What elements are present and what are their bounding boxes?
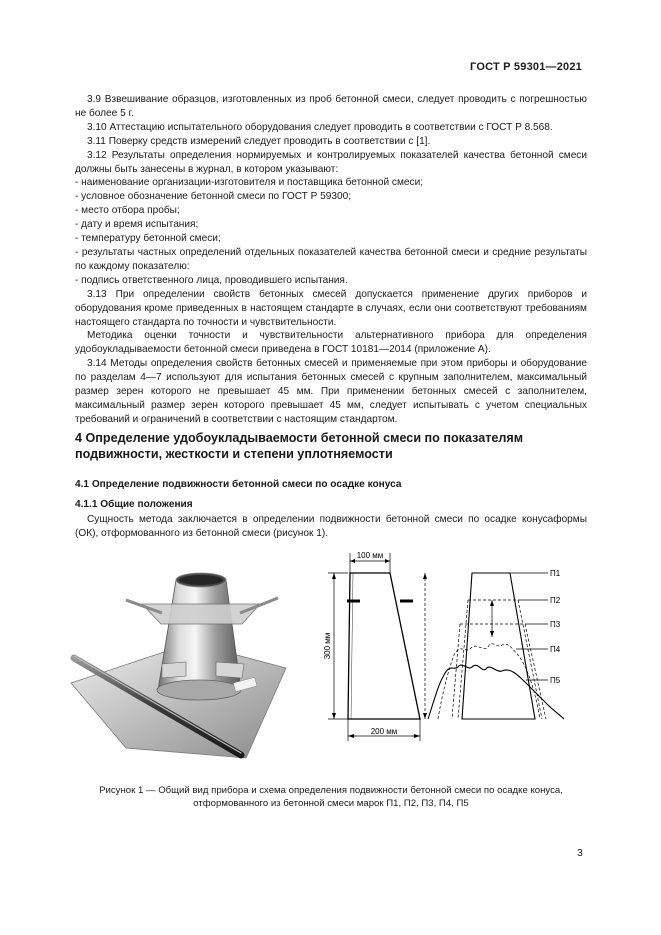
mark-label: П3 [550,620,561,629]
cone-outline [348,573,420,719]
paragraph-3-10: 3.10 Аттестацию испытательного оборудования следует проводить в соответствии с ГОСТ Р 8.568. [87,121,553,133]
section-4-heading: 4 Определение удобоукладываемости бетонной смеси по показателям подвижности, жесткости и степени уплотняемости [75,431,524,461]
paragraph-3-13-method: Методика оценки точности и чувствительности альтернативного прибора для определения удобоукладываемости бетонной смеси приведена в ГОСТ 10181—2014 (приложение А). [75,330,587,356]
slump-cone-diagram [320,545,585,745]
paragraph-3-12: 3.12 Результаты определения нормируемых и контролируемых показателей качества бетонной смеси должны быть занесены в журнал, в котором указывают: [75,149,587,175]
dimension-height-label: 300 мм [323,632,332,660]
mark-label: П5 [550,676,561,685]
list-item: - температуру бетонной смеси; [75,233,221,245]
list-item: - условное обозначение бетонной смеси по ГОСТ Р 59300; [75,191,352,203]
mark-label: П2 [550,596,561,605]
caption-line: Рисунок 1 — Общий вид прибора и схема определения подвижности бетонной смеси по осадке конуса, [99,785,563,796]
paragraph-4-1-1: Сущность метода заключается в определении подвижности бетонной смеси по осадке конусаформы (ОК), отформованного из бетонной смеси (рисунок 1). [75,514,587,539]
document-header: ГОСТ Р 59301—2021 [470,61,582,73]
figure-caption [60,785,602,810]
list-item: - результаты частных определений отдельных показателей качества бетонной смеси и средние результаты по каждому показателю: [75,246,587,272]
subsection-4-1-1-heading: 4.1.1 Общие положения [75,499,193,510]
mark-label: П1 [550,569,561,578]
cone-apparatus-photo [66,568,300,768]
list-item: - подпись ответственного лица, проводившего испытания. [75,274,348,286]
mark-label: П4 [550,645,561,654]
dimension-top-label: 100 мм [356,551,384,560]
paragraph-3-9: 3.9 Взвешивание образцов, изготовленных из проб бетонной смеси, следует проводить с погрешностью не более 5 г. [75,94,587,119]
list-item: - место отбора пробы; [75,205,180,217]
paragraph-3-11: 3.11 Поверку средств измерений следует проводить в соответствии с [1]. [87,135,431,147]
paragraph-3-14: 3.14 Методы определения свойств бетонных смесей и применяемые при этом приборы и оборудование по разделам 4—7 используют для испытания бетонных смесей с крупным заполнителем, максимальный размер зерен которого не превышает 45 мм. При применении бетонных смесей с заполнителем, максимальный размер зерен которого превышает 45 мм, следует испытывать с учетом специальных требований и ограничений в соответствии с настоящим стандартом. [75,358,587,425]
list-item: - дату и время испытания; [75,219,199,231]
page-number: 3 [577,847,583,859]
subsection-4-1-heading: 4.1 Определение подвижности бетонной смеси по осадке конуса [75,479,402,490]
dimension-bottom-label: 200 мм [370,727,398,736]
section-3-text [75,93,587,427]
paragraph-3-13: 3.13 При определении свойств бетонных смесей допускается применение других приборов и оборудования кроме приведенных в настоящем стандарте в случаях, если они соответствуют требованиям настоящего стандарта по точности и чувствительности. [75,288,587,328]
list-item: - наименование организации-изготовителя и поставщика бетонной смеси; [75,177,424,189]
caption-line: отформованного из бетонной смеси марок П1, П2, П3, П4, П5 [193,797,469,809]
